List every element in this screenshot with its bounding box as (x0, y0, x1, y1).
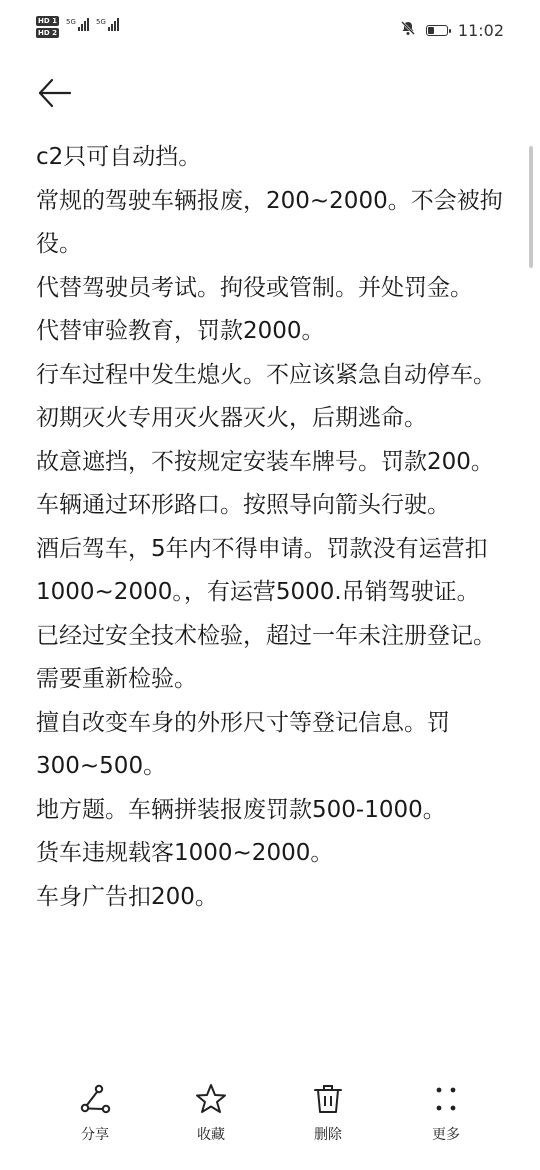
delete-button[interactable] (278, 1082, 378, 1144)
note-line: 行车过程中发生熄火。不应该紧急自动停车。 (36, 361, 496, 388)
trash-icon (311, 1082, 345, 1116)
note-line: 酒后驾车，5年内不得申请。罚款没有运营扣1000~2000。，有运营5000.吊销驾驶证。 (36, 535, 488, 605)
note-line: c2只可自动挡。 (36, 144, 202, 170)
sim1-badge: HD 1 (38, 17, 57, 25)
status-right (400, 20, 504, 40)
sim-indicators (36, 16, 59, 38)
note-line: 地方题。车辆拼装报废罚款500-1000。 (36, 796, 446, 823)
scrollbar[interactable] (529, 146, 533, 268)
share-icon (78, 1082, 112, 1116)
bottom-action-bar (0, 1074, 540, 1170)
more-label: 更多 (432, 1127, 460, 1143)
signal-2-icon: 5G (96, 18, 119, 31)
favorite-label: 收藏 (197, 1127, 225, 1143)
arrow-left-icon (30, 70, 78, 118)
signal-1-icon: 5G (66, 18, 89, 31)
note-line: 已经过安全技术检验，超过一年未注册登记。需要重新检验。 (36, 622, 496, 692)
note-line: 货车违规载客1000~2000。 (36, 840, 334, 866)
delete-label: 删除 (314, 1127, 342, 1143)
star-icon (194, 1082, 228, 1116)
note-line: 初期灭火专用灭火器灭火，后期逃命。 (36, 405, 427, 431)
back-button[interactable] (30, 70, 78, 118)
share-label: 分享 (81, 1127, 109, 1143)
sim2-badge: HD 2 (38, 29, 57, 37)
favorite-button[interactable] (161, 1082, 261, 1144)
note-line: 车身广告扣200。 (36, 883, 218, 910)
status-bar (0, 0, 540, 60)
share-button[interactable] (45, 1082, 145, 1144)
more-button[interactable] (396, 1082, 496, 1144)
note-line: 车辆通过环形路口。按照导向箭头行驶。 (36, 492, 450, 518)
note-line: 常规的驾驶车辆报废，200~2000。不会被拘役。 (36, 187, 503, 257)
battery-icon (426, 25, 448, 36)
mute-bell-icon (400, 20, 416, 40)
clock: 11:02 (457, 20, 504, 40)
note-line: 代替审验教育，罚款2000。 (36, 318, 325, 344)
note-body (36, 136, 512, 919)
note-line: 擅自改变车身的外形尺寸等登记信息。罚300~500。 (36, 709, 450, 779)
more-dots-icon (429, 1082, 463, 1116)
note-line: 故意遮挡，不按规定安装车牌号。罚款200。 (36, 448, 494, 475)
note-line: 代替驾驶员考试。拘役或管制。并处罚金。 (36, 274, 473, 301)
